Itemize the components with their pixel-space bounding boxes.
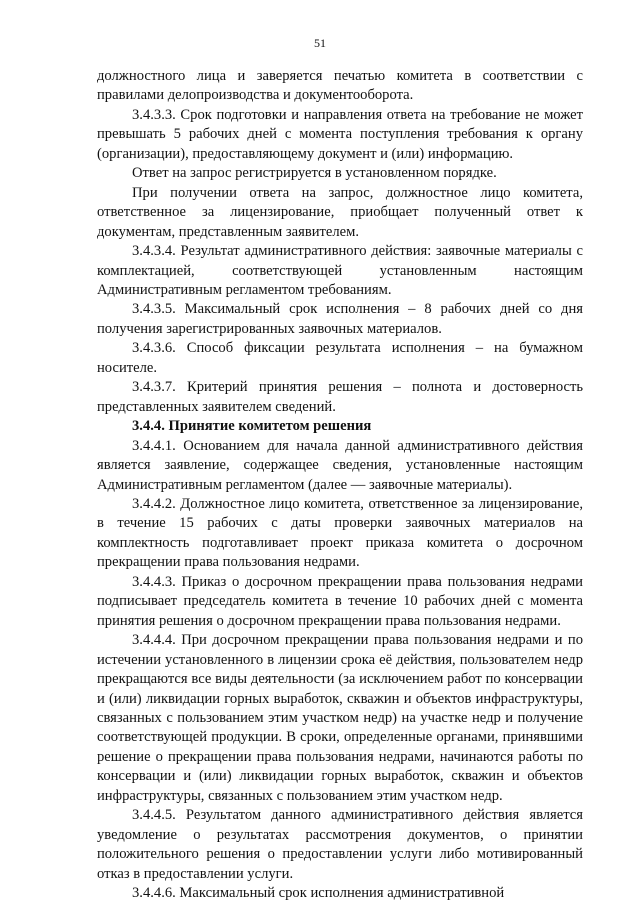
page-number: 51: [314, 36, 326, 50]
paragraph-continuation: должностного лица и заверяется печатью комитета в соответствии с правилами делопроизводства и документооборота.: [97, 68, 583, 104]
paragraph-3-4-3-4: 3.4.3.4. Результат административного действия: заявочные материалы с комплектацией, соответствующей установленным настоящим Административным регламентом требованиям.: [97, 243, 583, 298]
section-heading-3-4-4: 3.4.4. Принятие комитетом решения: [132, 418, 372, 435]
paragraph-3-4-4-1: 3.4.4.1. Основанием для начала данной административного действия является заявление, содержащее сведения, установленные настоящим Административным регламентом (далее — заявочные материалы).: [97, 437, 583, 493]
paragraph-3-4-3-5: 3.4.3.5. Максимальный срок исполнения – 8 рабочих дней со дня получения зарегистрированных заявочных материалов.: [97, 301, 583, 337]
paragraph-3-4-3-7: 3.4.3.7. Критерий принятия решения – полнота и достоверность представленных заявителем сведений.: [97, 379, 583, 415]
paragraph-response-attached: При получении ответа на запрос, должностное лицо комитета, ответственное за лицензирование, приобщает полученный ответ к документам, представленным заявителем.: [97, 184, 583, 240]
paragraph-3-4-3-3: 3.4.3.3. Срок подготовки и направления ответа на требование не может превышать 5 рабочих дней с момента поступления требования к органу (организации), предоставляющему документ и (или) информацию.: [97, 106, 583, 162]
paragraph-3-4-4-6: 3.4.4.6. Максимальный срок исполнения административной: [132, 885, 505, 902]
paragraph-3-4-4-2: 3.4.4.2. Должностное лицо комитета, ответственное за лицензирование, в течение 15 рабочих с даты проверки заявочных материалов на комплектность подготавливает проект приказа комитета о досрочном прекращении права пользования недрами.: [97, 495, 583, 571]
document-body: [97, 67, 583, 903]
paragraph-response-registered: Ответ на запрос регистрируется в установленном порядке.: [132, 165, 497, 182]
paragraph-3-4-3-6: 3.4.3.6. Способ фиксации результата исполнения – на бумажном носителе.: [97, 340, 583, 376]
paragraph-3-4-4-3: 3.4.4.3. Приказ о досрочном прекращении права пользования недрами подписывает председатель комитета в течение 10 рабочих дней с момента принятия решения о досрочном прекращении права пользования недрами.: [97, 573, 583, 629]
paragraph-3-4-4-4: 3.4.4.4. При досрочном прекращении права пользования недрами и по истечении установленного в лицензии срока её действия, пользователем недр прекращаются все виды деятельности (за исключением работ по консервации и (или) ликвидации горных выработок, скважин и объектов инфраструктуры, связанных с пользованием этим участком недр) на участке недр и получение соответствующей продукции. В сроки, определенные органами, принявшими решение о прекращении права пользования недрами, начинаются работы по консервации и (или) ликвидации горных выработок, скважин и объектов инфраструктуры, связанных с пользованием этим участком недр.: [97, 632, 583, 804]
paragraph-3-4-4-5: 3.4.4.5. Результатом данного административного действия является уведомление о результатах рассмотрения документов, о принятии положительного решения о предоставлении услуги либо мотивированный отказ в предоставлении услуги.: [97, 807, 583, 882]
